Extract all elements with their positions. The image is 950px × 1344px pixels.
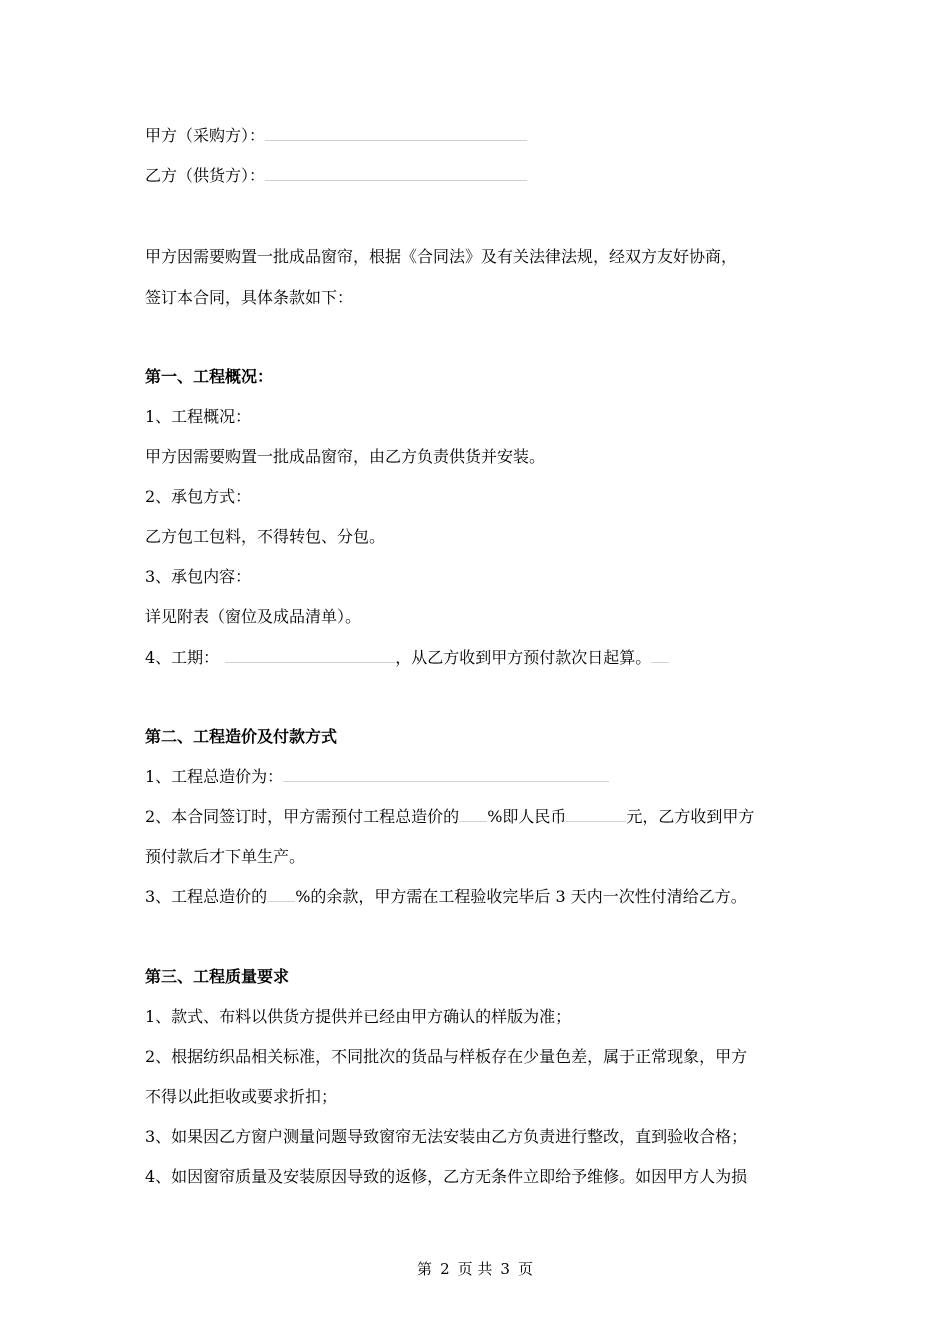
section2-item3-b: %的余款，甲方需在工程验收完毕后 3 天内一次性付清给乙方。 — [295, 887, 747, 906]
section3-item2-line2: 不得以此拒收或要求折扣； — [145, 1087, 338, 1106]
section2-item2-line2: 预付款后才下单生产。 — [145, 847, 306, 866]
section1-item4-text: ，从乙方收到甲方预付款次日起算。 — [395, 648, 652, 667]
intro-line-2: 签订本合同，具体条款如下： — [145, 288, 354, 307]
section2-item2-a: 2、本合同签订时，甲方需预付工程总造价的 — [145, 807, 460, 826]
section2-item2-b: %即人民币 — [487, 807, 567, 826]
total-price-blank[interactable] — [283, 767, 609, 782]
party-a-line — [145, 126, 527, 146]
duration-tail-blank — [651, 648, 669, 663]
footer-total-pages: 3 — [500, 1260, 510, 1278]
section2-title: 第二、工程造价及付款方式 — [145, 727, 338, 746]
party-b-blank[interactable] — [265, 166, 527, 181]
section2-item2-c: 元，乙方收到甲方 — [626, 807, 755, 826]
section3-title: 第三、工程质量要求 — [145, 967, 290, 986]
section3-item3: 3、如果因乙方窗户测量问题导致窗帘无法安装由乙方负责进行整改，直到验收合格； — [145, 1127, 748, 1146]
page-footer — [0, 1259, 950, 1279]
section3-item1: 1、款式、布料以供货方提供并已经由甲方确认的样版为准； — [145, 1007, 572, 1026]
section2-item1-label: 1、工程总造价为： — [145, 767, 284, 786]
section1-item1-label: 1、工程概况： — [145, 407, 252, 426]
party-b-label: 乙方（供货方）： — [145, 166, 266, 185]
section2-item3 — [145, 887, 747, 907]
section1-item2-label: 2、承包方式： — [145, 487, 252, 506]
section1-item2-text: 乙方包工包料，不得转包、分包。 — [145, 527, 386, 546]
section2-item1 — [145, 767, 609, 787]
section2-item2 — [145, 807, 754, 827]
prepay-percent-blank[interactable] — [459, 807, 487, 822]
section1-item4 — [145, 648, 669, 668]
duration-blank[interactable] — [225, 648, 395, 663]
balance-percent-blank[interactable] — [267, 887, 295, 902]
section3-item2-line1: 2、根据纺织品相关标准，不同批次的货品与样板存在少量色差，属于正常现象，甲方 — [145, 1047, 748, 1066]
party-a-blank[interactable] — [265, 126, 527, 141]
intro-line-1: 甲方因需要购置一批成品窗帘，根据《合同法》及有关法律法规，经双方友好协商， — [145, 247, 738, 266]
section1-item4-label: 4、工期： — [145, 648, 220, 667]
section1-title: 第一、工程概况： — [145, 367, 274, 386]
section1-item1-text: 甲方因需要购置一批成品窗帘，由乙方负责供货并安装。 — [145, 447, 546, 466]
footer-prefix: 第 — [417, 1260, 433, 1278]
section1-item3-label: 3、承包内容： — [145, 567, 252, 586]
section3-item4: 4、如因窗帘质量及安装原因导致的返修，乙方无条件立即给予维修。如因甲方人为损 — [145, 1167, 748, 1186]
footer-mid: 页 共 — [457, 1260, 493, 1278]
footer-page-number: 2 — [440, 1260, 450, 1278]
prepay-amount-blank[interactable] — [566, 807, 626, 822]
section1-item3-text: 详见附表（窗位及成品清单）。 — [145, 607, 362, 626]
section2-item3-a: 3、工程总造价的 — [145, 887, 268, 906]
party-a-label: 甲方（采购方）： — [145, 126, 266, 145]
footer-suffix: 页 — [517, 1260, 533, 1278]
party-b-line — [145, 166, 527, 186]
